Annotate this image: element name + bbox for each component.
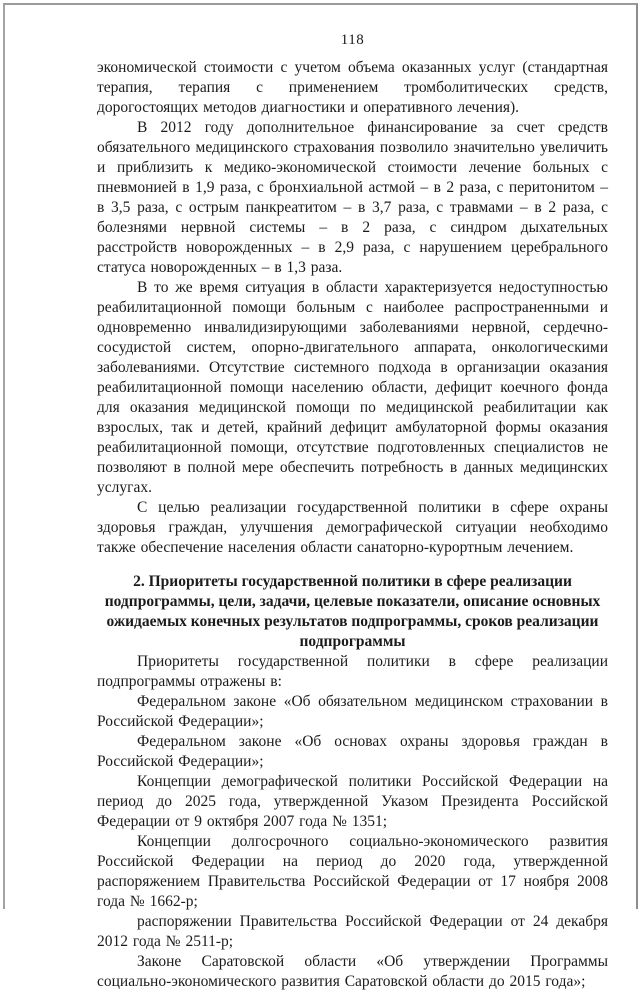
page-number: 118	[340, 32, 365, 48]
section-heading: 2. Приоритеты государственной политики в сфере реализации подпрограммы, цели, задачи, целевые показатели, описание основных ожидаемых конечных результатов подпрограммы, сроков реализации подпрограммы	[104, 573, 601, 650]
paragraph-rehabilitation-gaps: В то же время ситуация в области характеризуется недоступностью реабилитационной помощи больным с наиболее распространенными и одновременно инвалидизирующими заболеваниями нервной, сердечно-сосудистой систем, опорно-двигательного аппарата, онкологическими заболеваниями. Отсутствие системного подхода в организации оказания реабилитационной помощи населению области, дефицит коечного фонда для оказания медицинской помощи по медицинской реабилитации как взрослых, так и детей, крайний дефицит амбулаторной формы оказания реабилитационной помощи, отсутствие подготовленных специалистов не позволяют в полной мере обеспечить потребность в данных медицинских услугах.	[97, 279, 608, 496]
legal-reference-item: Федеральном законе «Об обязательном медицинском страховании в Российской Федерации»;	[97, 693, 608, 730]
paragraph-priorities-intro: Приоритеты государственной политики в сфере реализации подпрограммы отражены в:	[97, 653, 608, 690]
page-content	[97, 30, 608, 992]
legal-reference-item: Концепции долгосрочного социально-экономического развития Российской Федерации на период до 2020 года, утвержденной распоряжением Правительства Российской Федерации от 17 ноября 2008 года № 1662-р;	[97, 833, 608, 910]
paragraph-financing-2012: В 2012 году дополнительное финансирование за счет средств обязательного медицинского страхования позволило значительно увеличить и приблизить к медико-экономической стоимости лечение больных с пневмонией в 1,9 раза, с бронхиальной астмой – в 2 раза, с перитонитом – в 3,5 раза, с острым панкреатитом – в 3,7 раза, с травмами – в 2 раза, с болезнями нервной системы – в 2 раза, с синдром дыхательных расстройств новорожденных – в 2,9 раза, с нарушением церебрального статуса новорожденных – в 1,3 раза.	[97, 119, 608, 276]
legal-reference-item: Федеральном законе «Об основах охраны здоровья граждан в Российской Федерации»;	[97, 733, 608, 770]
legal-reference-item: Законе Саратовской области «Об утверждении Программы социально-экономического развития Саратовской области до 2015 года»;	[97, 953, 608, 990]
paragraph-continuation: экономической стоимости с учетом объема оказанных услуг (стандартная терапия, терапия с применением тромболитических средств, дорогостоящих методов диагностики и оперативного лечения).	[97, 59, 608, 116]
legal-reference-item: Концепции демографической политики Российской Федерации на период до 2025 года, утвержденной Указом Президента Российской Федерации от 9 октября 2007 года № 1351;	[97, 773, 608, 830]
paragraph-sanatorium-goal: С целью реализации государственной политики в сфере охраны здоровья граждан, улучшения демографической ситуации необходимо также обеспечение населения области санаторно-курортным лечением.	[97, 499, 608, 556]
legal-reference-item: распоряжении Правительства Российской Федерации от 24 декабря 2012 года № 2511-р;	[97, 913, 608, 950]
